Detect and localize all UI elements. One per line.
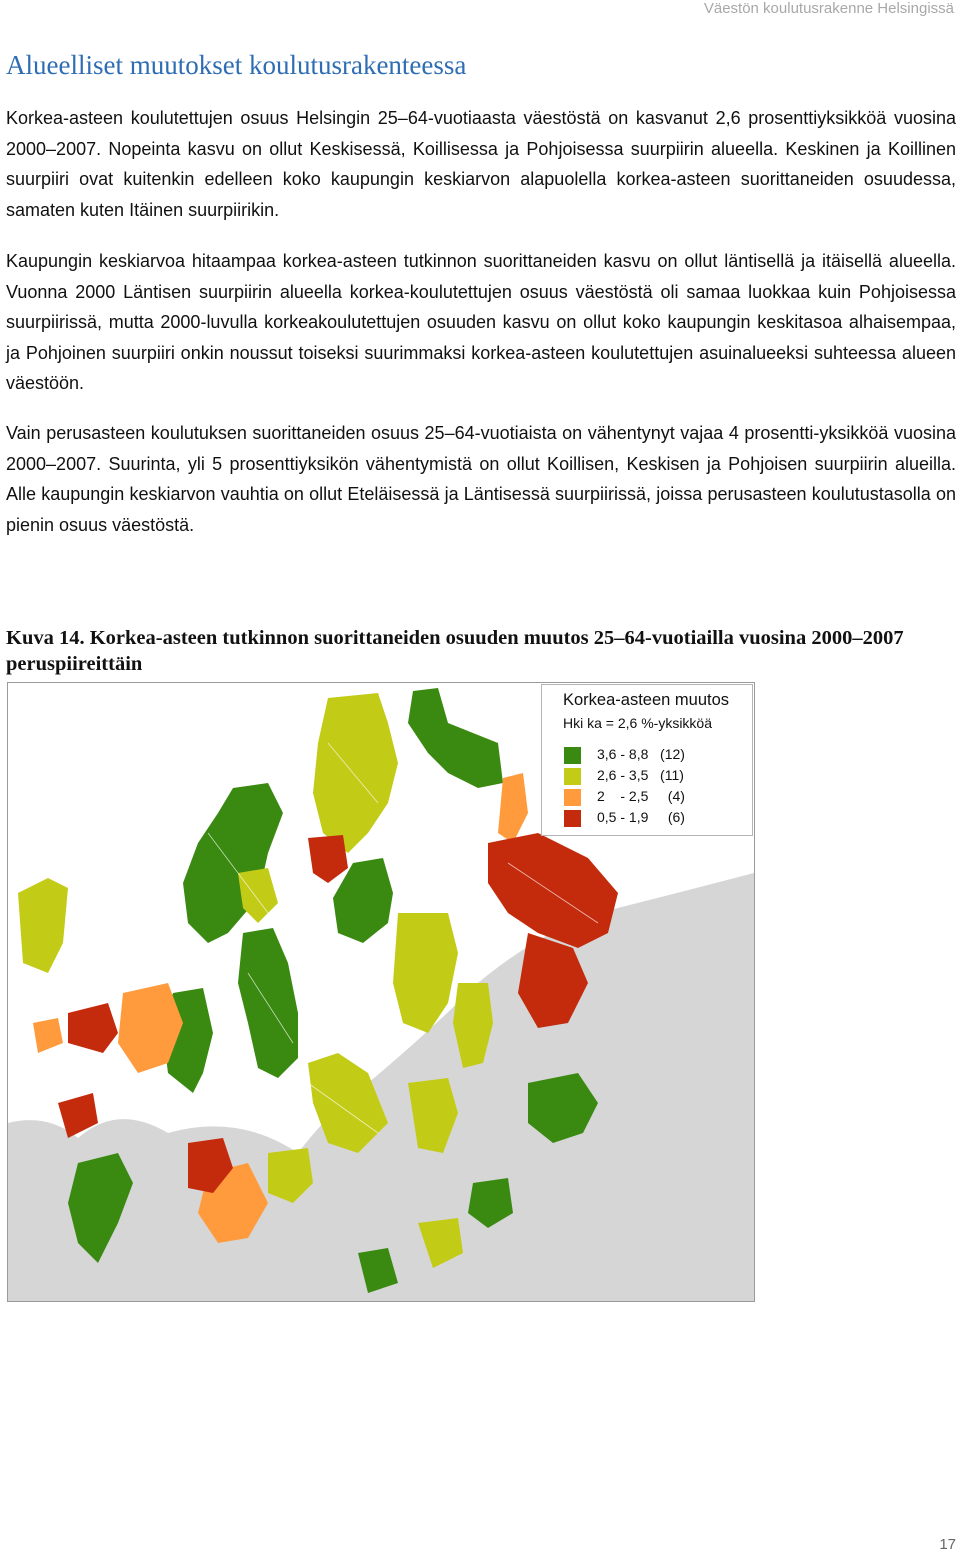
figure-label: Kuva 14. [6, 627, 85, 649]
section-title: Alueelliset muutokset koulutusrakenteessa [6, 50, 467, 80]
district-dark-green [183, 783, 283, 943]
district-yellow-green [238, 868, 278, 923]
map-legend [541, 684, 753, 836]
district-dark-green [408, 688, 503, 788]
legend-swatch [564, 768, 581, 785]
legend-subtitle: Hki ka = 2,6 %-yksikköä [563, 715, 712, 731]
legend-swatch [564, 747, 581, 764]
legend-item-label: 2 - 2,5 (4) [597, 788, 685, 804]
district-red [488, 833, 618, 948]
paragraph-3: Vain perusasteen koulutuksen suorittaneiden osuus 25–64-vuotiaista on vähentynyt vajaa 4 prosentti-yksikköä vuosina 2000–2007. Suurinta, yli 5 prosenttiyksikön vähentymistä on ollut Koillisen, Keskisen ja Pohjoisen suurpiirin alueilla. Alle kaupungin keskiarvon vauhtia on ollut Eteläisessä ja Läntisessä suurpiirissä, joissa perusasteen koulutustasolla on pienin osuus väestöstä. [6, 423, 956, 535]
district-orange [33, 1018, 63, 1053]
figure-title: Korkea-asteen tutkinnon suorittaneiden osuuden muutos 25–64-vuotiailla vuosina 2000–2007 peruspiireittäin [6, 627, 904, 675]
page-number: 17 [939, 1536, 956, 1553]
figure-caption [6, 625, 956, 677]
district-red [308, 835, 348, 883]
sea-area [8, 873, 754, 1301]
legend-swatch [564, 810, 581, 827]
running-header: Väestön koulutusrakenne Helsingissä [703, 0, 954, 17]
district-orange [498, 773, 528, 843]
legend-swatch [564, 789, 581, 806]
paragraph-2: Kaupungin keskiarvoa hitaampaa korkea-asteen tutkinnon suorittaneiden kasvu on ollut läntisellä ja itäisellä alueella. Vuonna 2000 Läntisen suurpiirin alueella korkea-koulutettujen osuus väestöstä oli samaa luokkaa kuin Pohjoisessa suurpiirissä, mutta 2000-luvulla korkeakoulutettujen osuuden kasvu on ollut koko kaupungin keskitasoa alhaisempaa, ja Pohjoinen suurpiiri onkin noussut toiseksi suurimmaksi korkea-asteen koulutettujen asuinalueeksi suhteessa alueen väestöön. [6, 251, 956, 393]
district-yellow-green [18, 878, 68, 973]
legend-title: Korkea-asteen muutos [563, 691, 730, 709]
legend-item-label: 3,6 - 8,8 (12) [597, 746, 685, 762]
legend-item-label: 0,5 - 1,9 (6) [597, 809, 685, 825]
legend-item-label: 2,6 - 3,5 (11) [597, 767, 684, 783]
district-dark-green [238, 928, 298, 1078]
district-red [68, 1003, 118, 1053]
paragraph-1: Korkea-asteen koulutettujen osuus Helsingin 25–64-vuotiaasta väestöstä on kasvanut 2,6 prosenttiyksikköä vuosina 2000–2007. Nopeinta kasvu on ollut Keskisessä, Koillisessa ja Pohjoisessa suurpiirin alueella. Keskinen ja Koillinen suurpiiri ovat kuitenkin edelleen koko kaupungin keskiarvon alapuolella korkea-asteen suorittaneiden osuudessa, samaten kuten Itäinen suurpiirikin. [6, 108, 956, 220]
district-yellow-green [313, 693, 398, 853]
